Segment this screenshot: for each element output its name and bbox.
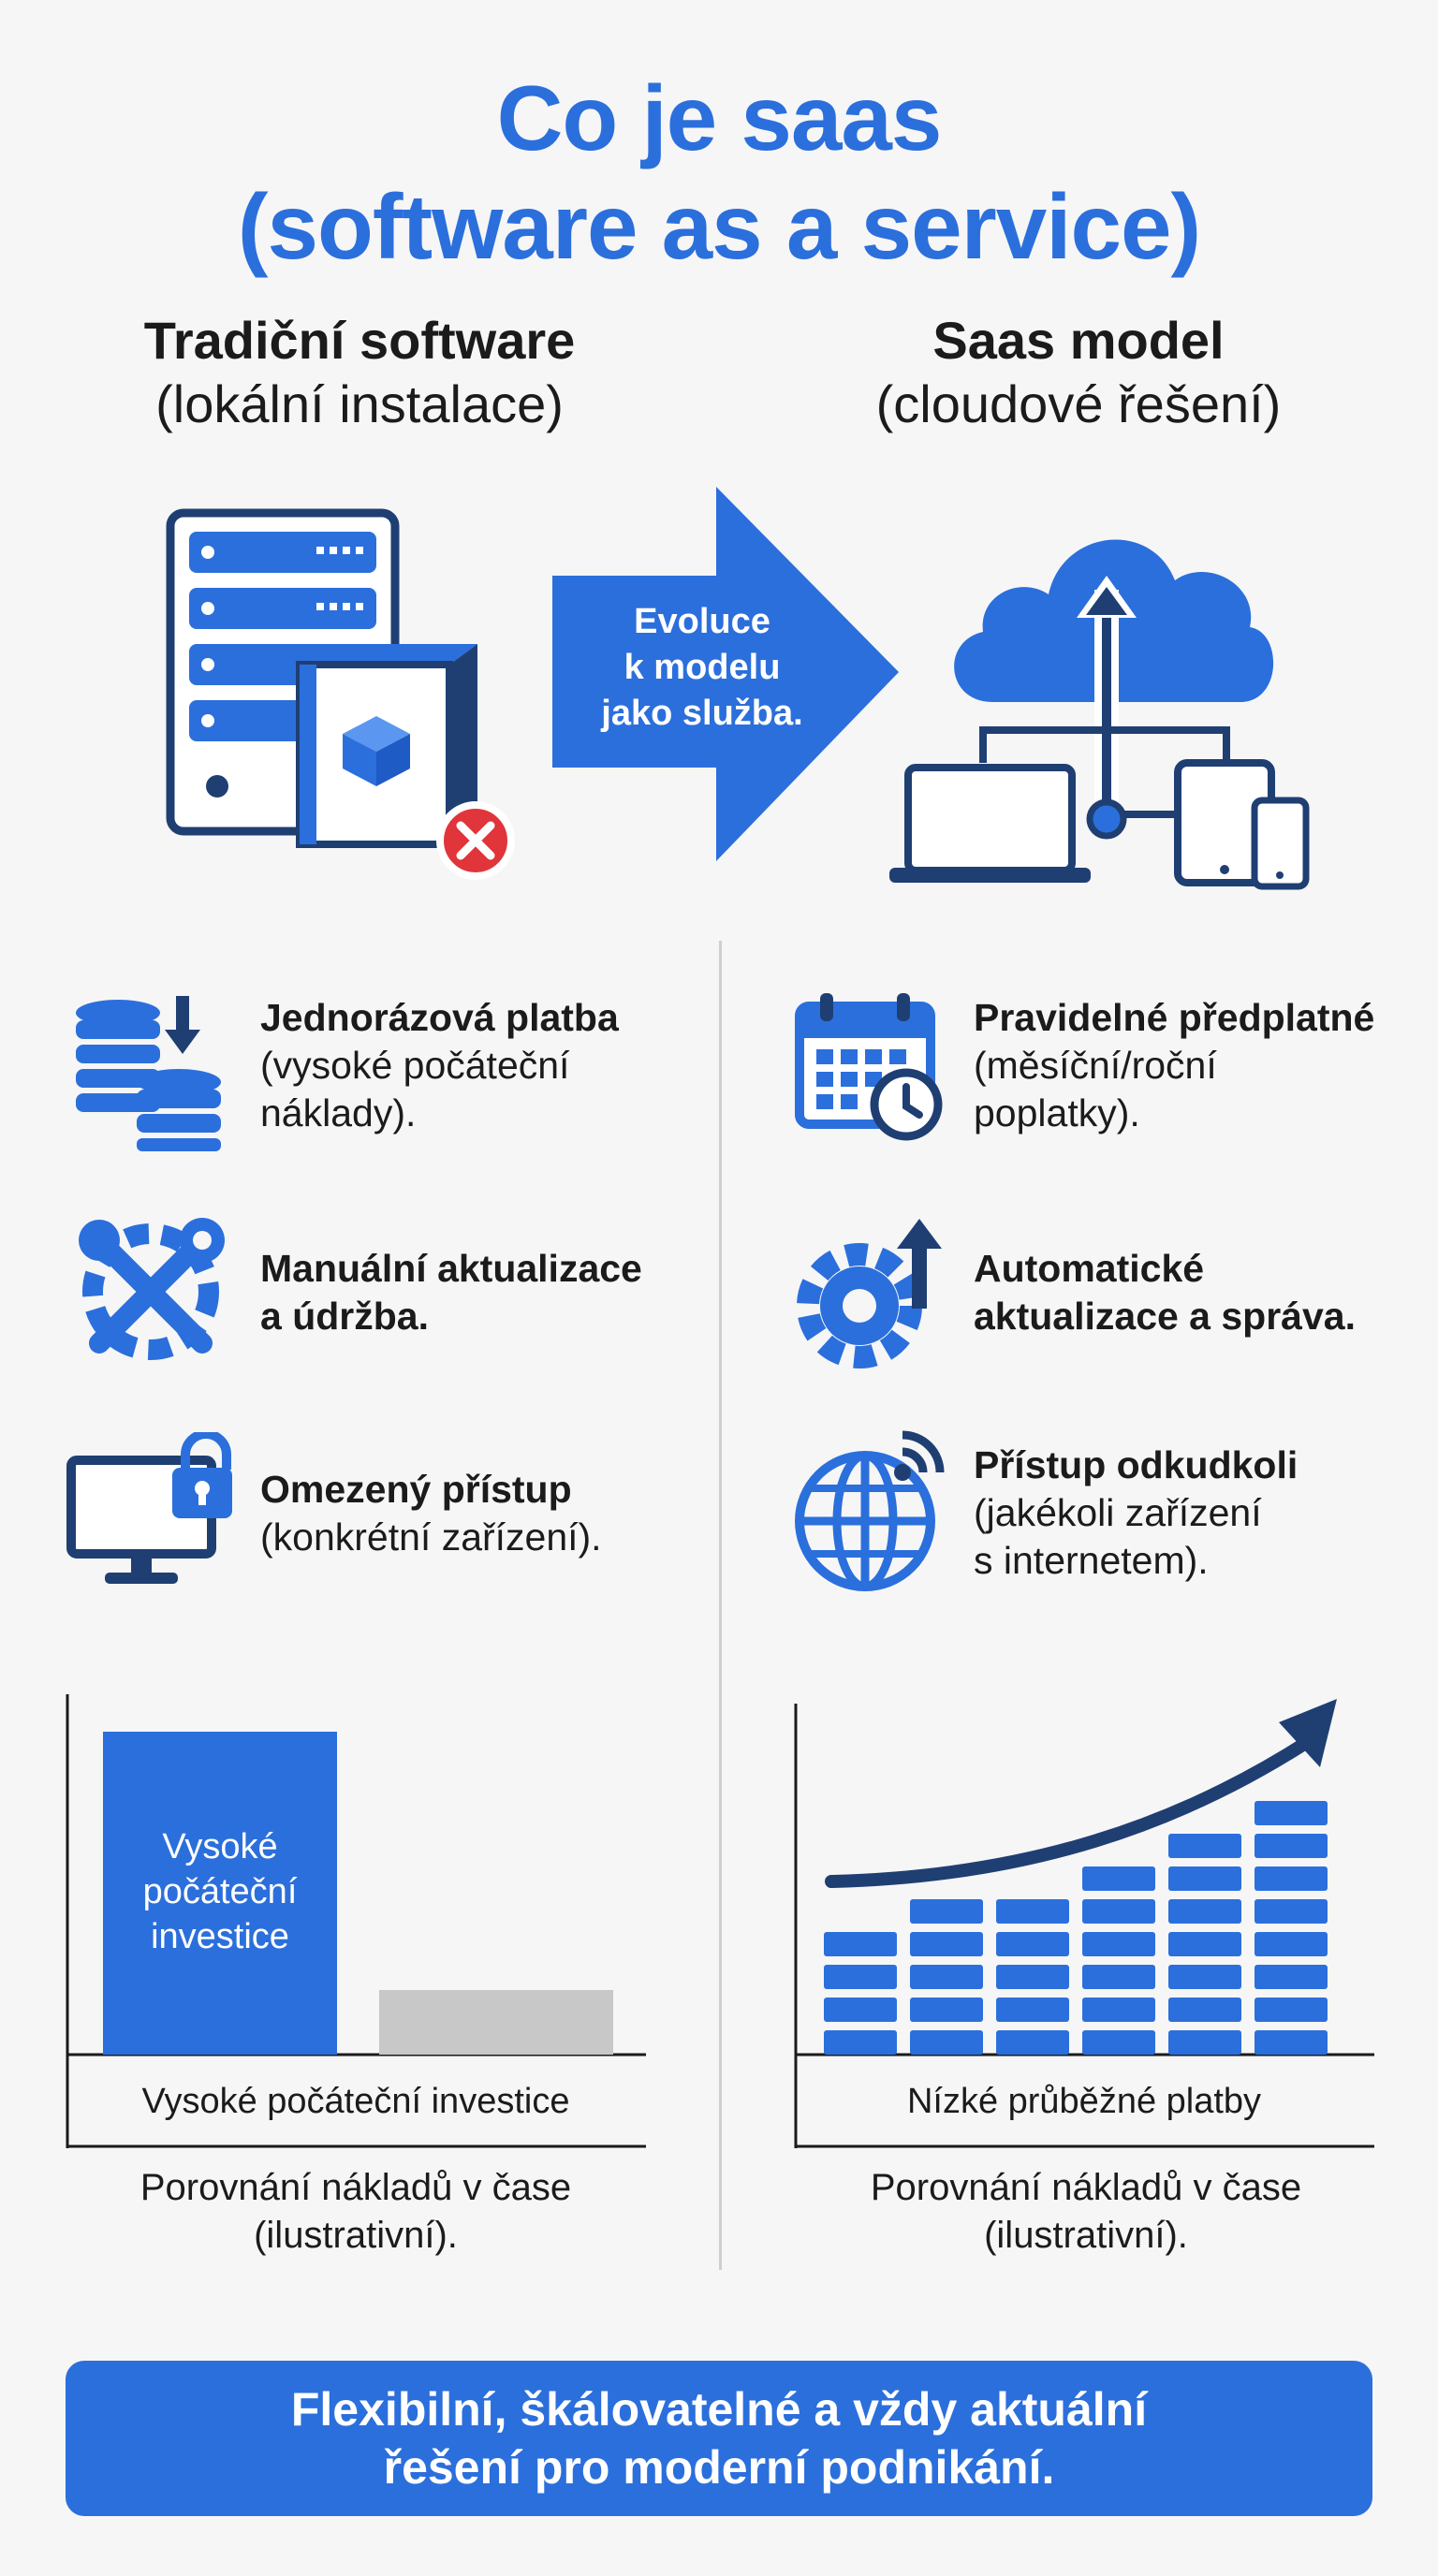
left-subheading: (lokální instalace) [155, 374, 564, 433]
chart-bar-segment [1255, 1998, 1328, 2022]
chart-bar-segment [1168, 1834, 1241, 1858]
chart-bar-segment [910, 1998, 983, 2022]
banner-line-2: řešení pro moderní podnikání. [383, 2441, 1055, 2494]
feature-title: Pravidelné předplatné [974, 996, 1375, 1039]
summary-banner [66, 2361, 1372, 2516]
chart-bar-segment [1255, 1801, 1328, 1825]
left-feature-3 [260, 1466, 700, 1561]
caption-line-2: (ilustrativní). [254, 2215, 458, 2256]
chart-bar [1255, 1801, 1328, 2055]
feature-text: a údržba. [260, 1295, 429, 1338]
title-line-1: Co je saas [496, 66, 942, 169]
right-feature-2 [974, 1245, 1423, 1340]
bar-inner-label: investice [151, 1917, 289, 1956]
chart-bar-segment [996, 1998, 1069, 2022]
globe-wifi-icon [792, 1427, 951, 1596]
feature-title: Omezený přístup [260, 1468, 572, 1511]
chart-bar-segment [1082, 2030, 1155, 2055]
server-box-icon [159, 505, 534, 880]
chart-bar-segment [910, 2030, 983, 2055]
left-caption [66, 2164, 646, 2260]
bar-inner-label: počáteční [142, 1872, 298, 1911]
chart-bar-segment [1168, 1998, 1241, 2022]
feature-text: (konkrétní zařízení). [260, 1515, 602, 1559]
chart-bar-segment [1255, 1899, 1328, 1924]
chart-bar-segment [1168, 2030, 1241, 2055]
page-title [0, 64, 1438, 281]
chart-bar-segment [1082, 1998, 1155, 2022]
feature-text: (měsíční/roční [974, 1044, 1217, 1087]
chart-bar-segment [1082, 1932, 1155, 1956]
chart-bar-segment [910, 1932, 983, 1956]
chart-bar-segment [996, 1965, 1069, 1989]
chart-bar-segment [824, 1932, 897, 1956]
chart-bar [1082, 1866, 1155, 2055]
left-cost-chart [56, 1690, 655, 2158]
chart-bar-segment [996, 2030, 1069, 2055]
feature-text: aktualizace a správa. [974, 1295, 1356, 1338]
coins-down-icon [71, 992, 230, 1151]
column-divider [719, 941, 722, 2270]
chart-bar-segment [1168, 1866, 1241, 1891]
trend-arrow [831, 1741, 1309, 1881]
chart-bar [379, 1990, 613, 2055]
right-cost-chart [785, 1685, 1384, 2158]
feature-text: poplatky). [974, 1091, 1140, 1134]
chart-bar-segment [824, 1998, 897, 2022]
chart-bar [824, 1932, 897, 2055]
chart-bar-segment [824, 1965, 897, 1989]
left-column-heading [60, 309, 659, 436]
title-line-2: (software as a service) [237, 175, 1201, 278]
chart-label: Vysoké počáteční investice [141, 2082, 570, 2121]
left-heading: Tradiční software [143, 311, 576, 370]
right-subheading: (cloudové řešení) [875, 374, 1282, 433]
chart-bar [910, 1899, 983, 2055]
cloud-devices-icon [889, 491, 1320, 894]
right-feature-3 [974, 1442, 1423, 1585]
caption-line-2: (ilustrativní). [984, 2215, 1188, 2256]
caption-line-1: Porovnání nákladů v čase [870, 2167, 1302, 2208]
chart-label: Nízké průběžné platby [906, 2082, 1262, 2121]
chart-bar-segment [1168, 1932, 1241, 1956]
calendar-clock-icon [792, 988, 951, 1147]
feature-title: Automatické [974, 1247, 1205, 1290]
bar-inner-label: Vysoké [162, 1827, 278, 1866]
right-feature-1 [974, 994, 1423, 1137]
feature-title: Manuální aktualizace [260, 1247, 642, 1290]
chart-bar-segment [910, 1965, 983, 1989]
chart-bar [996, 1899, 1069, 2055]
chart-bar-segment [1255, 1965, 1328, 1989]
right-heading: Saas model [932, 311, 1225, 370]
caption-line-1: Porovnání nákladů v čase [139, 2167, 572, 2208]
left-feature-1 [260, 994, 700, 1137]
chart-bar-segment [1255, 1932, 1328, 1956]
gear-arrow-icon [792, 1217, 951, 1376]
feature-text: (jakékoli zařízení [974, 1491, 1262, 1534]
right-caption [796, 2164, 1376, 2260]
chart-bar-segment [1168, 1965, 1241, 1989]
feature-text: (vysoké počáteční [260, 1044, 570, 1087]
feature-title: Jednorázová platba [260, 996, 619, 1039]
chart-bar-segment [996, 1932, 1069, 1956]
chart-bar-segment [1255, 1834, 1328, 1858]
chart-bar-segment [1082, 1965, 1155, 1989]
chart-bar-segment [1082, 1899, 1155, 1924]
chart-bar-segment [1255, 1866, 1328, 1891]
arrow-line-1: Evoluce [634, 602, 770, 641]
right-column-heading [779, 309, 1378, 436]
chart-bar-segment [1082, 1866, 1155, 1891]
chart-bar-segment [996, 1899, 1069, 1924]
chart-bar [1168, 1834, 1241, 2055]
feature-title: Přístup odkudkoli [974, 1443, 1299, 1486]
tools-gear-icon [71, 1212, 230, 1371]
banner-line-1: Flexibilní, škálovatelné a vždy aktuální [290, 2383, 1148, 2436]
chart-bar-segment [1168, 1899, 1241, 1924]
left-feature-2 [260, 1245, 700, 1340]
chart-bar-segment [1255, 2030, 1328, 2055]
feature-text: náklady). [260, 1091, 417, 1134]
arrow-line-2: k modelu [624, 648, 781, 687]
chart-bar-segment [910, 1899, 983, 1924]
chart-bar-segment [824, 2030, 897, 2055]
arrow-label [562, 599, 843, 737]
feature-text: s internetem). [974, 1539, 1209, 1582]
locked-monitor-icon [66, 1432, 234, 1591]
arrow-line-3: jako služba. [601, 694, 803, 733]
